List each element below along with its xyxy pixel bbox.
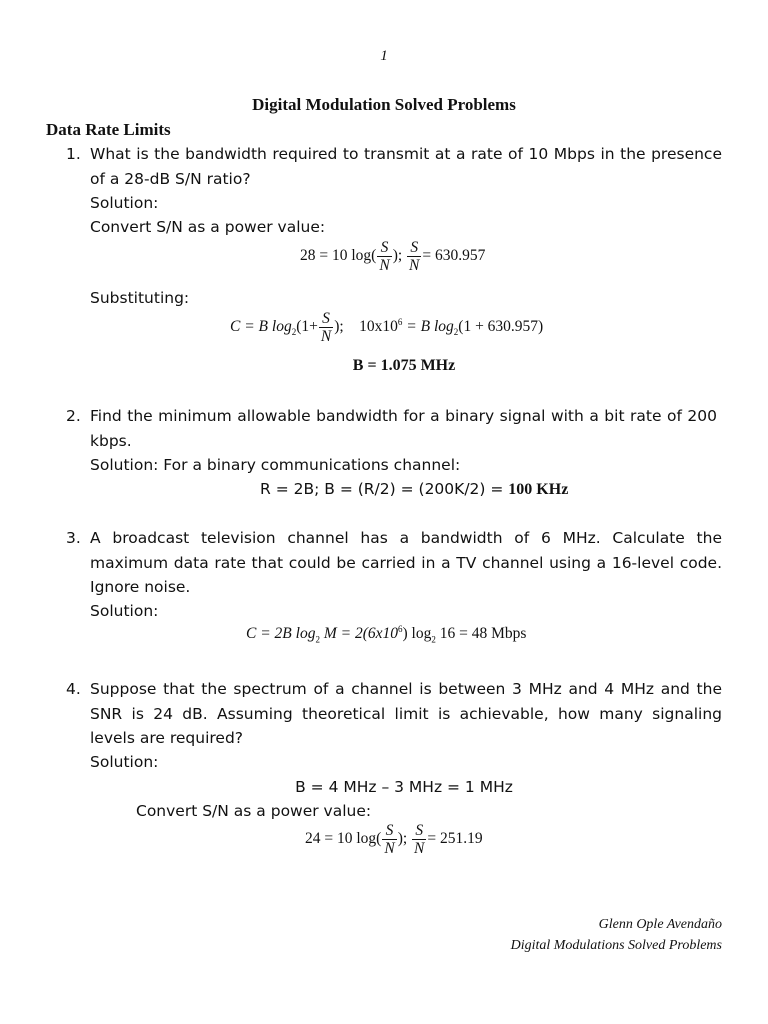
problem-1-substituting-label: Substituting: <box>90 289 190 307</box>
problem-4-question-line-2: SNR is 24 dB. Assuming theoretical limit is achievable, how many signaling <box>90 705 722 723</box>
problem-4-question-line-3: levels are required? <box>90 729 244 747</box>
page-title: Digital Modulation Solved Problems <box>252 95 516 114</box>
eq-text: 10x10 <box>359 318 398 336</box>
page-number: 1 <box>380 48 388 64</box>
eq-text: 24 = 10 log( <box>305 830 382 848</box>
problem-4-bandwidth-equation: B = 4 MHz – 3 MHz = 1 MHz <box>295 778 513 796</box>
problem-4-equation-snr <box>305 822 483 857</box>
problem-3-question-line-1: A broadcast television channel has a bandwidth of 6 MHz. Calculate the <box>90 529 722 547</box>
fraction-denominator: N <box>320 328 332 345</box>
fraction-s-over-n <box>407 239 421 274</box>
fraction-denominator: N <box>414 840 425 857</box>
footer-author: Glenn Ople Avendaño <box>598 917 722 932</box>
eq-text: = 251.19 <box>427 830 483 848</box>
problem-1-equation-snr <box>300 239 485 274</box>
eq-text: = 630.957 <box>422 247 486 265</box>
problem-2-equation <box>260 477 568 503</box>
eq-subscript: 2 <box>453 327 459 338</box>
fraction-denominator: N <box>409 257 420 274</box>
fraction-s-over-n <box>382 822 396 857</box>
problem-3-number: 3. <box>66 529 81 547</box>
eq-text: ); <box>397 830 408 848</box>
problem-4-convert-label: Convert S/N as a power value: <box>136 802 372 820</box>
eq-subscript: 2 <box>291 327 297 338</box>
problem-2-answer: 100 KHz <box>508 481 569 498</box>
eq-superscript: 6 <box>397 316 403 327</box>
fraction-numerator: S <box>410 239 419 256</box>
eq-text: 16 = 48 Mbps <box>435 625 527 643</box>
fraction-s-over-n <box>319 310 333 345</box>
problem-4-number: 4. <box>66 680 81 698</box>
eq-subscript: 2 <box>431 634 436 645</box>
fraction-numerator: S <box>380 239 389 256</box>
eq-subscript: 2 <box>315 634 320 645</box>
eq-text: = B log <box>402 318 454 336</box>
problem-2-question-line-1: Find the minimum allowable bandwidth for a binary signal with a bit rate of 200 <box>90 407 717 425</box>
problem-1-question-line-2: of a 28-dB S/N ratio? <box>90 170 251 188</box>
problem-1-answer: B = 1.075 MHz <box>352 357 456 374</box>
eq-text: 28 = 10 log( <box>300 247 377 265</box>
problem-3-equation <box>246 624 526 644</box>
eq-text: ) log <box>402 625 432 643</box>
eq-text: (1+ <box>296 318 318 336</box>
problem-1-solution-label: Solution: <box>90 194 159 212</box>
eq-text: ); <box>334 318 344 336</box>
problem-1-question-line-1: What is the bandwidth required to transmit at a rate of 10 Mbps in the presence <box>90 145 722 163</box>
fraction-denominator: N <box>384 840 395 857</box>
fraction-denominator: N <box>379 257 390 274</box>
eq-text: M = 2(6x10 <box>319 625 398 643</box>
eq-text: R = 2B; B = (R/2) = (200K/2) = <box>260 480 509 498</box>
problem-4-solution-label: Solution: <box>90 753 159 771</box>
problem-1-equation-capacity <box>230 310 543 345</box>
problem-2-number: 2. <box>66 407 81 425</box>
footer-document-title: Digital Modulations Solved Problems <box>510 938 722 953</box>
fraction-s-over-n <box>377 239 391 274</box>
problem-2-solution-label: Solution: For a binary communications channel: <box>90 456 461 474</box>
section-heading: Data Rate Limits <box>46 120 171 139</box>
fraction-s-over-n <box>412 822 426 857</box>
eq-text: C = B log <box>230 318 292 336</box>
eq-text: C = 2B log <box>246 625 316 643</box>
fraction-numerator: S <box>385 822 394 839</box>
problem-4-question-line-1: Suppose that the spectrum of a channel is between 3 MHz and 4 MHz and the <box>90 680 722 698</box>
problem-3-question-line-3: Ignore noise. <box>90 578 191 596</box>
fraction-numerator: S <box>415 822 424 839</box>
eq-superscript: 6 <box>398 624 403 634</box>
eq-text: ); <box>392 247 403 265</box>
problem-1-convert-label: Convert S/N as a power value: <box>90 218 326 236</box>
eq-text: (1 + 630.957) <box>458 318 544 336</box>
problem-1-number: 1. <box>66 145 81 163</box>
problem-3-solution-label: Solution: <box>90 602 159 620</box>
fraction-numerator: S <box>322 310 330 327</box>
problem-3-question-line-2: maximum data rate that could be carried in a TV channel using a 16-level code. <box>90 554 722 572</box>
problem-2-question-line-2: kbps. <box>90 432 132 450</box>
